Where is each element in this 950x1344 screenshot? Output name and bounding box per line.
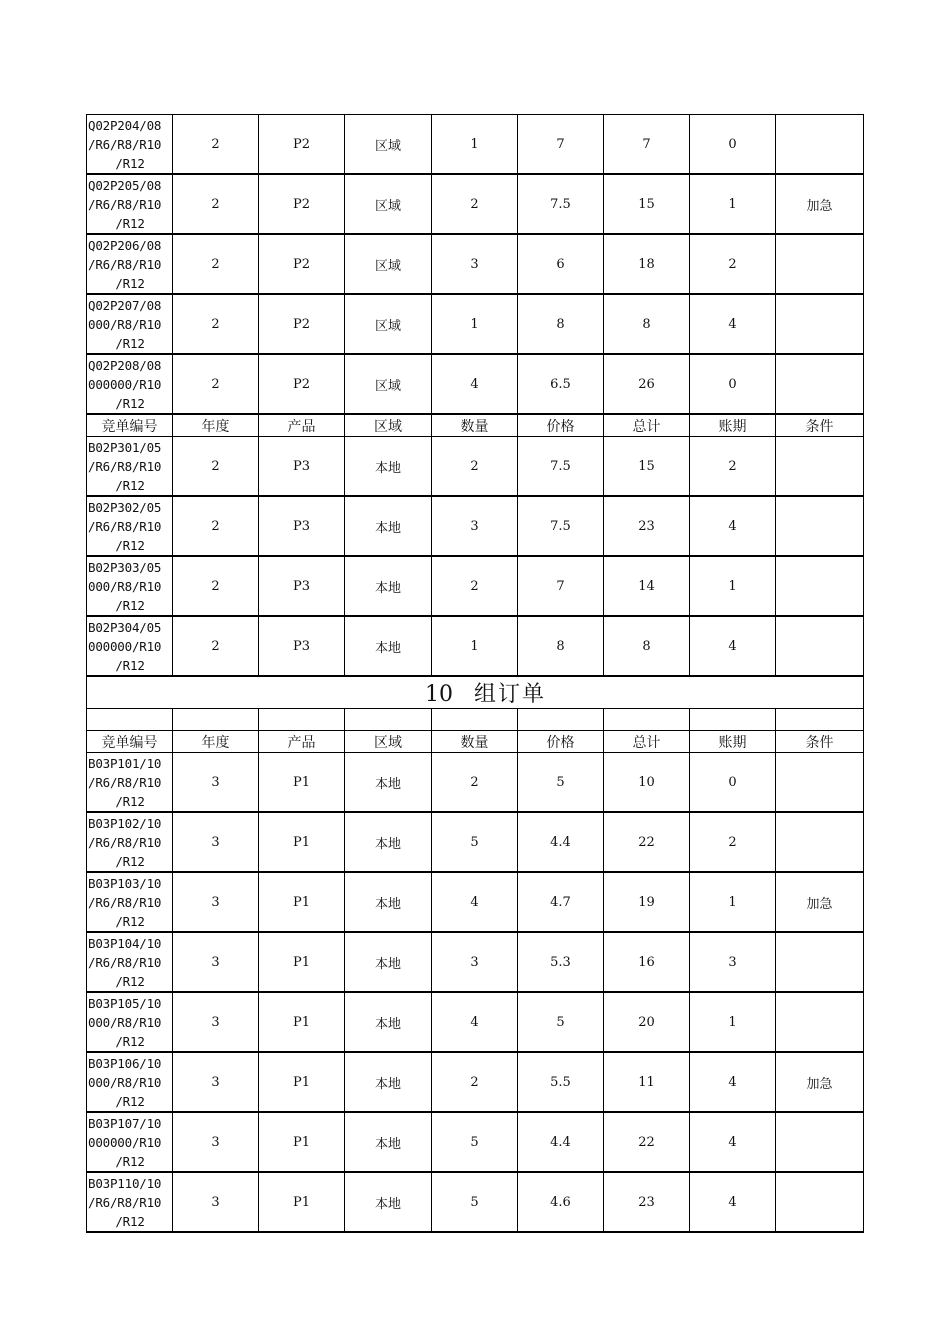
order-row <box>87 354 864 414</box>
payment-term-cell: 1 <box>690 174 776 234</box>
price-cell: 6 <box>518 234 604 294</box>
payment-term-cell: 4 <box>690 1172 776 1232</box>
order-row <box>87 872 864 932</box>
order-code-line: /R6/R8/R10 <box>88 834 162 850</box>
column-header: 数量 <box>432 731 518 753</box>
price-cell: 7 <box>518 556 604 616</box>
column-header: 竞单编号 <box>87 731 173 753</box>
column-header: 数量 <box>432 414 518 437</box>
quantity-cell: 4 <box>432 354 518 414</box>
region-cell: 本地 <box>345 1112 432 1172</box>
region-cell: 本地 <box>345 556 432 616</box>
price-cell: 6.5 <box>518 354 604 414</box>
product-cell: P1 <box>259 992 345 1052</box>
condition-cell <box>776 753 864 813</box>
condition-cell: 加急 <box>776 872 864 932</box>
order-code-line: /R6/R8/R10 <box>88 458 162 474</box>
product-cell: P2 <box>259 115 345 175</box>
blank-cell <box>87 709 173 731</box>
price-cell: 5 <box>518 992 604 1052</box>
order-code-line: B02P304/05 <box>88 619 162 635</box>
order-code-line: /R12 <box>115 537 145 553</box>
order-code-line: B02P303/05 <box>88 559 162 575</box>
order-code-line: /R12 <box>115 477 145 493</box>
order-code-cell <box>87 354 173 414</box>
quantity-cell: 1 <box>432 115 518 175</box>
column-header: 条件 <box>776 731 864 753</box>
order-row <box>87 1112 864 1172</box>
year-cell: 3 <box>173 753 259 813</box>
column-header: 年度 <box>173 414 259 437</box>
order-code-line: /R6/R8/R10 <box>88 1194 162 1210</box>
year-cell: 3 <box>173 992 259 1052</box>
order-code-line: /R12 <box>115 657 145 673</box>
blank-cell <box>604 709 690 731</box>
order-code-cell <box>87 437 173 497</box>
price-cell: 4.6 <box>518 1172 604 1232</box>
year-cell: 3 <box>173 932 259 992</box>
quantity-cell: 3 <box>432 496 518 556</box>
payment-term-cell: 4 <box>690 616 776 676</box>
total-cell: 18 <box>604 234 690 294</box>
price-cell: 8 <box>518 294 604 354</box>
order-code-line: /R6/R8/R10 <box>88 894 162 910</box>
order-code-line: /R6/R8/R10 <box>88 518 162 534</box>
order-code-line: /R12 <box>115 1093 145 1109</box>
order-code-line: 000/R8/R10 <box>88 1074 162 1090</box>
order-code-cell <box>87 1052 173 1112</box>
order-code-line: Q02P204/08 <box>88 117 162 133</box>
order-code-line: /R6/R8/R10 <box>88 954 162 970</box>
order-code-line: B02P302/05 <box>88 499 162 515</box>
order-row <box>87 496 864 556</box>
year-cell: 2 <box>173 616 259 676</box>
payment-term-cell: 4 <box>690 1052 776 1112</box>
region-cell: 本地 <box>345 496 432 556</box>
price-cell: 7.5 <box>518 496 604 556</box>
price-cell: 7.5 <box>518 174 604 234</box>
payment-term-cell: 3 <box>690 932 776 992</box>
condition-cell: 加急 <box>776 1052 864 1112</box>
order-code-line: /R12 <box>115 215 145 231</box>
condition-cell <box>776 1112 864 1172</box>
total-cell: 15 <box>604 174 690 234</box>
product-cell: P1 <box>259 812 345 872</box>
order-row <box>87 174 864 234</box>
condition-cell <box>776 234 864 294</box>
order-code-cell <box>87 992 173 1052</box>
blank-cell <box>259 709 345 731</box>
order-code-line: B02P301/05 <box>88 439 162 455</box>
order-code-cell <box>87 234 173 294</box>
order-code-line: 000/R8/R10 <box>88 1014 162 1030</box>
quantity-cell: 2 <box>432 437 518 497</box>
blank-cell <box>173 709 259 731</box>
price-cell: 4.4 <box>518 1112 604 1172</box>
order-code-line: B03P107/10 <box>88 1115 162 1131</box>
order-code-line: /R12 <box>115 973 145 989</box>
order-code-line: /R6/R8/R10 <box>88 136 162 152</box>
order-row <box>87 992 864 1052</box>
quantity-cell: 5 <box>432 1172 518 1232</box>
year-cell: 2 <box>173 354 259 414</box>
price-cell: 5 <box>518 753 604 813</box>
payment-term-cell: 1 <box>690 872 776 932</box>
group-label: 组订单 <box>473 682 546 707</box>
order-code-line: /R12 <box>115 1213 145 1229</box>
order-code-line: 000000/R10 <box>88 638 162 654</box>
condition-cell <box>776 812 864 872</box>
payment-term-cell: 1 <box>690 992 776 1052</box>
region-cell: 本地 <box>345 1172 432 1232</box>
year-cell: 2 <box>173 174 259 234</box>
region-cell: 本地 <box>345 812 432 872</box>
order-code-cell <box>87 556 173 616</box>
order-code-line: 000/R8/R10 <box>88 578 162 594</box>
order-code-cell <box>87 115 173 175</box>
price-cell: 4.7 <box>518 872 604 932</box>
quantity-cell: 1 <box>432 616 518 676</box>
total-cell: 20 <box>604 992 690 1052</box>
order-code-cell <box>87 1172 173 1232</box>
order-code-cell <box>87 174 173 234</box>
order-code-line: /R12 <box>115 395 145 411</box>
payment-term-cell: 2 <box>690 234 776 294</box>
product-cell: P3 <box>259 496 345 556</box>
region-cell: 本地 <box>345 616 432 676</box>
product-cell: P2 <box>259 234 345 294</box>
total-cell: 26 <box>604 354 690 414</box>
payment-term-cell: 4 <box>690 496 776 556</box>
order-row <box>87 294 864 354</box>
order-code-line: B03P103/10 <box>88 875 162 891</box>
order-code-cell <box>87 294 173 354</box>
product-cell: P1 <box>259 753 345 813</box>
order-row <box>87 932 864 992</box>
year-cell: 3 <box>173 1112 259 1172</box>
condition-cell <box>776 115 864 175</box>
year-cell: 2 <box>173 437 259 497</box>
year-cell: 2 <box>173 496 259 556</box>
order-code-line: /R12 <box>115 1153 145 1169</box>
region-cell: 区域 <box>345 115 432 175</box>
product-cell: P3 <box>259 616 345 676</box>
order-row <box>87 1172 864 1232</box>
payment-term-cell: 2 <box>690 812 776 872</box>
product-cell: P1 <box>259 932 345 992</box>
column-header: 总计 <box>604 414 690 437</box>
product-cell: P3 <box>259 437 345 497</box>
order-row <box>87 115 864 175</box>
region-cell: 区域 <box>345 294 432 354</box>
total-cell: 15 <box>604 437 690 497</box>
product-cell: P2 <box>259 354 345 414</box>
order-code-line: /R12 <box>115 275 145 291</box>
total-cell: 14 <box>604 556 690 616</box>
blank-cell <box>776 709 864 731</box>
year-cell: 3 <box>173 1052 259 1112</box>
price-cell: 7.5 <box>518 437 604 497</box>
order-code-line: /R12 <box>115 793 145 809</box>
order-row <box>87 812 864 872</box>
condition-cell <box>776 437 864 497</box>
year-cell: 2 <box>173 234 259 294</box>
order-code-line: B03P105/10 <box>88 995 162 1011</box>
payment-term-cell: 2 <box>690 437 776 497</box>
region-cell: 本地 <box>345 1052 432 1112</box>
order-row <box>87 616 864 676</box>
total-cell: 11 <box>604 1052 690 1112</box>
condition-cell <box>776 496 864 556</box>
price-cell: 5.3 <box>518 932 604 992</box>
column-header: 价格 <box>518 414 604 437</box>
total-cell: 10 <box>604 753 690 813</box>
region-cell: 本地 <box>345 932 432 992</box>
condition-cell <box>776 992 864 1052</box>
price-cell: 4.4 <box>518 812 604 872</box>
blank-cell <box>690 709 776 731</box>
payment-term-cell: 0 <box>690 753 776 813</box>
condition-cell <box>776 1172 864 1232</box>
quantity-cell: 3 <box>432 234 518 294</box>
order-code-line: B03P102/10 <box>88 815 162 831</box>
product-cell: P2 <box>259 294 345 354</box>
payment-term-cell: 4 <box>690 294 776 354</box>
column-header: 账期 <box>690 731 776 753</box>
region-cell: 本地 <box>345 753 432 813</box>
header-row <box>87 731 864 753</box>
condition-cell <box>776 354 864 414</box>
order-code-cell <box>87 753 173 813</box>
product-cell: P1 <box>259 872 345 932</box>
quantity-cell: 2 <box>432 1052 518 1112</box>
order-code-cell <box>87 932 173 992</box>
total-cell: 22 <box>604 812 690 872</box>
total-cell: 8 <box>604 616 690 676</box>
group-title-row <box>87 676 864 709</box>
column-header: 价格 <box>518 731 604 753</box>
year-cell: 3 <box>173 812 259 872</box>
column-header: 产品 <box>259 414 345 437</box>
price-cell: 8 <box>518 616 604 676</box>
order-code-line: Q02P206/08 <box>88 237 162 253</box>
year-cell: 3 <box>173 1172 259 1232</box>
condition-cell <box>776 294 864 354</box>
product-cell: P2 <box>259 174 345 234</box>
product-cell: P1 <box>259 1052 345 1112</box>
quantity-cell: 3 <box>432 932 518 992</box>
region-cell: 区域 <box>345 354 432 414</box>
column-header: 竞单编号 <box>87 414 173 437</box>
blank-cell <box>345 709 432 731</box>
price-cell: 7 <box>518 115 604 175</box>
total-cell: 23 <box>604 496 690 556</box>
product-cell: P3 <box>259 556 345 616</box>
header-row <box>87 414 864 437</box>
order-code-line: Q02P205/08 <box>88 177 162 193</box>
column-header: 总计 <box>604 731 690 753</box>
order-sheet-body <box>87 115 864 1233</box>
column-header: 产品 <box>259 731 345 753</box>
order-row <box>87 1052 864 1112</box>
payment-term-cell: 0 <box>690 354 776 414</box>
product-cell: P1 <box>259 1112 345 1172</box>
order-code-line: /R6/R8/R10 <box>88 196 162 212</box>
order-code-cell <box>87 496 173 556</box>
order-code-line: 000000/R10 <box>88 1134 162 1150</box>
order-code-line: /R6/R8/R10 <box>88 774 162 790</box>
order-row <box>87 234 864 294</box>
column-header: 账期 <box>690 414 776 437</box>
payment-term-cell: 4 <box>690 1112 776 1172</box>
order-code-line: /R12 <box>115 1033 145 1049</box>
order-code-line: 000000/R10 <box>88 376 162 392</box>
condition-cell <box>776 556 864 616</box>
order-code-line: /R12 <box>115 853 145 869</box>
payment-term-cell: 1 <box>690 556 776 616</box>
payment-term-cell: 0 <box>690 115 776 175</box>
order-code-line: /R12 <box>115 913 145 929</box>
quantity-cell: 4 <box>432 872 518 932</box>
quantity-cell: 4 <box>432 992 518 1052</box>
order-row <box>87 753 864 813</box>
total-cell: 7 <box>604 115 690 175</box>
quantity-cell: 5 <box>432 1112 518 1172</box>
column-header: 年度 <box>173 731 259 753</box>
total-cell: 8 <box>604 294 690 354</box>
order-code-line: 000/R8/R10 <box>88 316 162 332</box>
order-code-line: /R12 <box>115 597 145 613</box>
condition-cell: 加急 <box>776 174 864 234</box>
order-code-line: B03P104/10 <box>88 935 162 951</box>
order-code-line: Q02P208/08 <box>88 357 162 373</box>
total-cell: 19 <box>604 872 690 932</box>
region-cell: 本地 <box>345 992 432 1052</box>
order-code-line: B03P106/10 <box>88 1055 162 1071</box>
quantity-cell: 2 <box>432 753 518 813</box>
region-cell: 本地 <box>345 437 432 497</box>
order-row <box>87 437 864 497</box>
product-cell: P1 <box>259 1172 345 1232</box>
region-cell: 区域 <box>345 234 432 294</box>
column-header: 区域 <box>345 414 432 437</box>
year-cell: 2 <box>173 294 259 354</box>
order-code-cell <box>87 812 173 872</box>
order-code-line: /R12 <box>115 155 145 171</box>
quantity-cell: 5 <box>432 812 518 872</box>
blank-cell <box>432 709 518 731</box>
group-title <box>87 676 864 709</box>
order-code-line: Q02P207/08 <box>88 297 162 313</box>
order-code-line: /R12 <box>115 335 145 351</box>
order-code-cell <box>87 616 173 676</box>
blank-cell <box>518 709 604 731</box>
quantity-cell: 1 <box>432 294 518 354</box>
region-cell: 区域 <box>345 174 432 234</box>
order-row <box>87 556 864 616</box>
price-cell: 5.5 <box>518 1052 604 1112</box>
condition-cell <box>776 932 864 992</box>
quantity-cell: 2 <box>432 556 518 616</box>
order-code-cell <box>87 872 173 932</box>
quantity-cell: 2 <box>432 174 518 234</box>
order-code-line: B03P110/10 <box>88 1175 162 1191</box>
order-code-line: /R6/R8/R10 <box>88 256 162 272</box>
order-code-line: B03P101/10 <box>88 755 162 771</box>
region-cell: 本地 <box>345 872 432 932</box>
group-number: 10 <box>424 682 453 707</box>
total-cell: 23 <box>604 1172 690 1232</box>
order-code-cell <box>87 1112 173 1172</box>
total-cell: 16 <box>604 932 690 992</box>
condition-cell <box>776 616 864 676</box>
year-cell: 2 <box>173 556 259 616</box>
blank-row <box>87 709 864 731</box>
year-cell: 3 <box>173 872 259 932</box>
column-header: 条件 <box>776 414 864 437</box>
order-sheet-table <box>86 114 864 1233</box>
column-header: 区域 <box>345 731 432 753</box>
total-cell: 22 <box>604 1112 690 1172</box>
year-cell: 2 <box>173 115 259 175</box>
